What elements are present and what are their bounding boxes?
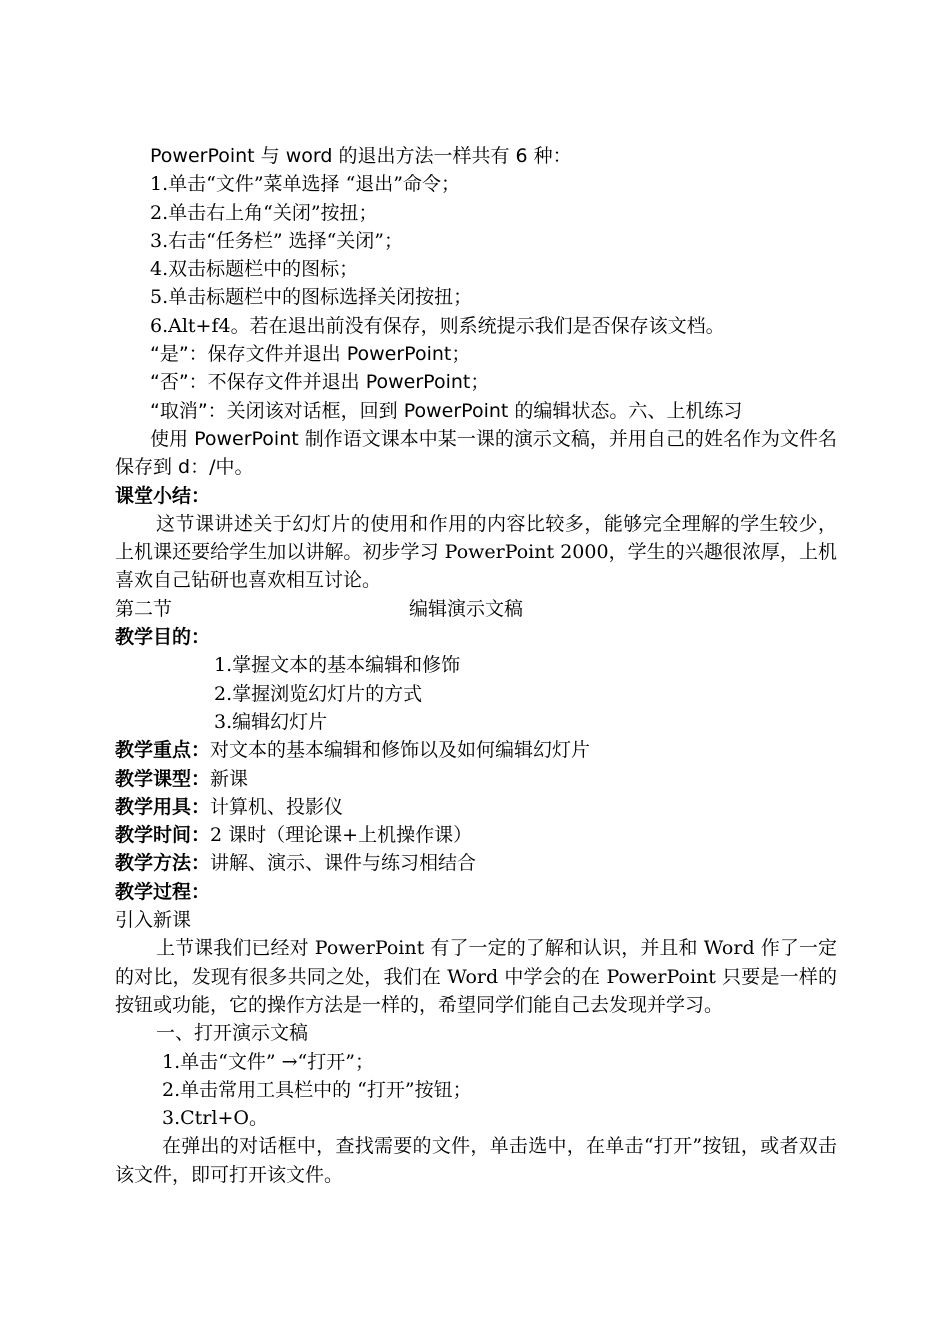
lesson-type-value: 新课 — [210, 767, 249, 790]
section-number: 第二节 — [115, 597, 173, 620]
dialog-option-cancel: “取消”：关闭该对话框，回到 PowerPoint 的编辑状态。六、上机练习 — [150, 399, 743, 422]
teaching-time-value: 2 课时（理论课+上机操作课） — [210, 824, 473, 847]
exit-method-item: 5.单击标题栏中的图标选择关闭按扭； — [150, 286, 473, 309]
objective-item: 2.掌握浏览幻灯片的方式 — [214, 682, 423, 705]
exit-method-item: 4.双击标题栏中的图标； — [150, 258, 359, 281]
exit-method-item: 6.Alt+f4。若在退出前没有保存，则系统提示我们是否保存该文档。 — [150, 314, 725, 337]
teaching-tools-label: 教学用具： — [115, 795, 211, 818]
intro-paragraph: 上节课我们已经对 PowerPoint 有了一定的了解和认识，并且和 Word 作了一定的对比，发现有很多共同之处，我们在 Word 中学会的在 PowerPoint 只要是一样的按钮或功能，它的操作方法是一样的，希望同学们能自己去发现并学习。 — [115, 937, 837, 1016]
dialog-option-no: “否”：不保存文件并退出 PowerPoint； — [150, 371, 490, 394]
key-points-label: 教学重点： — [115, 739, 211, 762]
summary-heading: 课堂小结： — [115, 484, 211, 507]
exit-method-item: 2.单击右上角“关闭”按扭； — [150, 201, 378, 224]
teaching-method-label: 教学方法： — [115, 852, 211, 875]
section-title: 编辑演示文稿 — [409, 597, 524, 620]
teaching-method-row — [115, 849, 837, 877]
objectives-heading: 教学目的： — [115, 626, 211, 649]
practice-paragraph: 使用 PowerPoint 制作语文课本中某一课的演示文稿，并用自己的姓名作为文件名保存到 d：/中。 — [115, 427, 837, 479]
summary-paragraph: 这节课讲述关于幻灯片的使用和作用的内容比较多，能够完全理解的学生较少，上机课还要给学生加以讲解。初步学习 PowerPoint 2000，学生的兴趣很浓厚，上机喜欢自己钻研也喜欢相互讨论。 — [115, 512, 837, 592]
document-page — [115, 142, 837, 1189]
lesson-type-row — [115, 765, 837, 793]
exit-method-item: 1.单击“文件”菜单选择 “退出”命令； — [150, 173, 461, 196]
open-step: 2.单击常用工具栏中的 “打开”按钮； — [162, 1078, 472, 1101]
teaching-tools-value: 计算机、投影仪 — [210, 795, 344, 818]
teaching-time-label: 教学时间： — [115, 824, 211, 847]
open-note-paragraph: 在弹出的对话框中，查找需要的文件，单击选中，在单击“打开”按钮，或者双击该文件，即可打开该文件。 — [115, 1135, 837, 1186]
key-points-value: 对文本的基本编辑和修饰以及如何编辑幻灯片 — [210, 739, 591, 762]
intro-heading: 引入新课 — [115, 909, 192, 932]
objective-item: 1.掌握文本的基本编辑和修饰 — [214, 654, 461, 677]
teaching-time-row — [115, 821, 837, 849]
dialog-option-yes: “是”：保存文件并退出 PowerPoint； — [150, 343, 471, 366]
key-points-row — [115, 736, 837, 764]
open-step: 3.Ctrl+O。 — [162, 1107, 268, 1130]
exit-method-item: 3.右击“任务栏” 选择“关闭”； — [150, 229, 404, 252]
objective-item: 3.编辑幻灯片 — [214, 710, 328, 733]
teaching-tools-row — [115, 793, 837, 821]
section-heading — [115, 595, 837, 623]
open-presentation-heading: 一、打开演示文稿 — [156, 1022, 309, 1045]
teaching-method-value: 讲解、演示、课件与练习相结合 — [210, 852, 477, 875]
lesson-type-label: 教学课型： — [115, 767, 211, 790]
teaching-process-heading: 教学过程： — [115, 880, 211, 903]
open-step: 1.单击“文件” →“打开”； — [162, 1050, 374, 1073]
exit-methods-intro: PowerPoint 与 word 的退出方法一样共有 6 种： — [150, 145, 572, 167]
